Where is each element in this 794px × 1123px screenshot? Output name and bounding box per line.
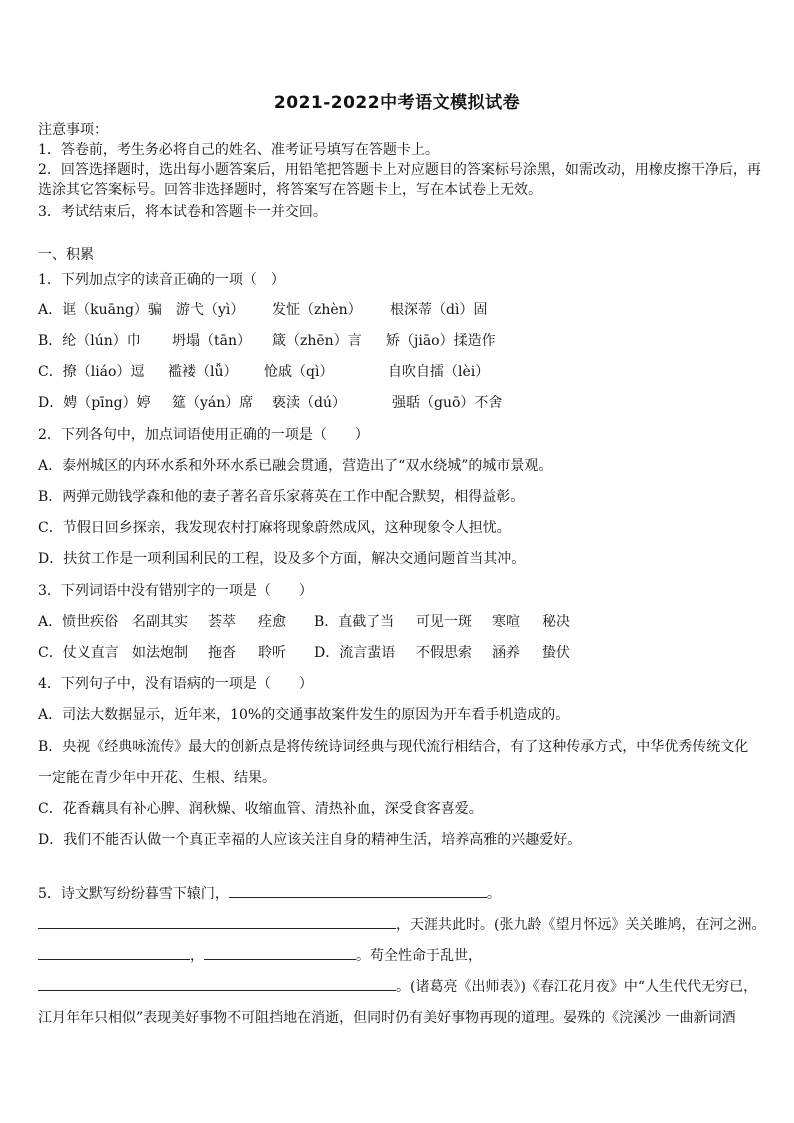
q4-option-c: C．花香藕具有补心脾、润秋燥、收缩血管、清热补血，深受食客喜爱。	[38, 801, 483, 817]
q3-r2-w2: 如法炮制	[132, 645, 188, 661]
q3-r1-w5: B．直截了当	[314, 614, 395, 630]
q5-l1-end: 。	[486, 886, 501, 902]
q5-blank-3[interactable]	[38, 945, 190, 960]
q1-d-word-1: D．娉（pīng）婷	[38, 395, 151, 411]
q1-a-word-2: 游弋（yì）	[176, 302, 245, 318]
q1-b-word-3: 箴（zhēn）言	[272, 333, 362, 349]
q3-r1-w4: 痊愈	[258, 614, 286, 630]
q2-option-a: A．泰州城区的内环水系和外环水系已融会贯通，营造出了“双水绕城”的城市景观。	[38, 458, 553, 474]
q4-option-a: A．司法大数据显示，近年来，10%的交通事故案件发生的原因为开车看手机造成的。	[38, 707, 570, 723]
exam-title: 2021-2022中考语文模拟试卷	[273, 93, 521, 113]
q1-a-word-4: 根深蒂（dì）固	[390, 302, 488, 318]
q4-option-b-line-2: 一定能在青少年中开花、生根、结果。	[38, 770, 276, 786]
q5-blank-5[interactable]	[38, 976, 396, 991]
q1-c-word-1: C．撩（liáo）逗	[38, 364, 145, 380]
note-item-2b: 选涂其它答案标号。回答非选择题时，将答案写在答题卡上，写在本试卷上无效。	[38, 182, 542, 198]
q5-blank-1[interactable]	[229, 883, 487, 898]
q1-a-word-3: 发怔（zhèn）	[272, 302, 362, 318]
q4-stem: 4．下列句子中，没有语病的一项是（ ）	[38, 676, 313, 692]
q3-r1-w6: 可见一斑	[416, 614, 472, 630]
q5-l2-text: ，天涯共此时。(张九龄《望月怀远》关关雎鸠，在河之洲。	[396, 917, 766, 933]
q2-option-c: C．节假日回乡探亲，我发现农村打麻将现象蔚然成风，这种现象令人担忧。	[38, 520, 511, 536]
q1-b-word-1: B．纶（lún）巾	[38, 333, 141, 349]
q5-line-3	[38, 945, 482, 966]
q5-line-5: 江月年年只相似”表现美好事物不可阻挡地在消逝，但同时仍有美好事物再现的道理。晏殊的《浣溪沙 一曲新词酒	[38, 1010, 736, 1026]
q1-c-word-3: 怆戚（qì）	[264, 364, 334, 380]
q1-d-word-4: 强聒（guō）不舍	[392, 395, 503, 411]
q2-stem: 2．下列各句中，加点词语使用正确的一项是（ ）	[38, 427, 369, 443]
q3-r2-w8: 蛰伏	[542, 645, 570, 661]
q3-r2-w4: 聆听	[258, 645, 286, 661]
q5-line-4	[38, 976, 757, 997]
q3-r1-w2: 名副其实	[132, 614, 188, 630]
q5-l3-comma: ，	[190, 948, 204, 964]
q1-b-word-4: 矫（jiāo）揉造作	[386, 333, 496, 349]
q1-d-word-3: 亵渎（dú）	[272, 395, 346, 411]
q5-line-1	[38, 883, 501, 904]
section-heading: 一、积累	[38, 247, 94, 263]
q3-r2-w1: C．仗义直言	[38, 645, 119, 661]
note-item-2a: 2．回答选择题时，选出每小题答案后，用铅笔把答题卡上对应题目的答案标号涂黑，如需改动，用橡皮擦干净后，再	[38, 162, 761, 178]
note-item-1: 1．答卷前，考生务必将自己的姓名、准考证号填写在答题卡上。	[38, 142, 439, 158]
q2-option-b: B．两弹元勋钱学森和他的妻子著名音乐家蒋英在工作中配合默契，相得益彰。	[38, 489, 525, 505]
q2-option-d: D．扶贫工作是一项利国利民的工程，设及多个方面，解决交通问题首当其冲。	[38, 551, 526, 567]
note-item-3: 3．考试结束后，将本试卷和答题卡一并交回。	[38, 204, 327, 220]
q4-option-b-line-1: B．央视《经典咏流传》最大的创新点是将传统诗词经典与现代流行相结合，有了这种传承方式，中华优秀传统文化	[38, 739, 749, 755]
q1-c-word-4: 自吹自擂（lèi）	[388, 364, 490, 380]
q3-r1-w1: A．愤世疾俗	[38, 614, 119, 630]
notes-heading: 注意事项：	[38, 122, 108, 138]
q5-blank-2[interactable]	[38, 914, 396, 929]
q1-b-word-2: 坍塌（tān）	[172, 333, 251, 349]
q1-d-word-2: 筵（yán）席	[172, 395, 254, 411]
q5-line-2	[38, 914, 765, 935]
q3-r2-w3: 拖沓	[208, 645, 236, 661]
q1-a-word-1: A．诓（kuāng）骗	[38, 302, 162, 318]
q5-stem: 5．诗文默写纷纷暮雪下辕门，	[38, 886, 229, 902]
q5-l3-text: 。苟全性命于乱世，	[356, 948, 482, 964]
q5-l4-text: 。(诸葛亮《出师表》)《春江花月夜》中“人生代代无穷已，	[396, 979, 758, 995]
q1-c-word-2: 褴褛（lǚ）	[168, 364, 238, 380]
q1-stem: 1．下列加点字的读音正确的一项（ ）	[38, 272, 285, 288]
q3-stem: 3．下列词语中没有错别字的一项是（ ）	[38, 583, 313, 599]
q3-r1-w8: 秘决	[542, 614, 570, 630]
q3-r2-w6: 不假思索	[416, 645, 472, 661]
q3-r2-w5: D．流言蜚语	[314, 645, 396, 661]
q4-option-d: D．我们不能否认做一个真正幸福的人应该关注自身的精神生活，培养高雅的兴趣爱好。	[38, 832, 582, 848]
q3-r1-w7: 寒喧	[492, 614, 520, 630]
q5-blank-4[interactable]	[204, 945, 356, 960]
q3-r1-w3: 荟萃	[208, 614, 236, 630]
q3-r2-w7: 涵养	[492, 645, 520, 661]
